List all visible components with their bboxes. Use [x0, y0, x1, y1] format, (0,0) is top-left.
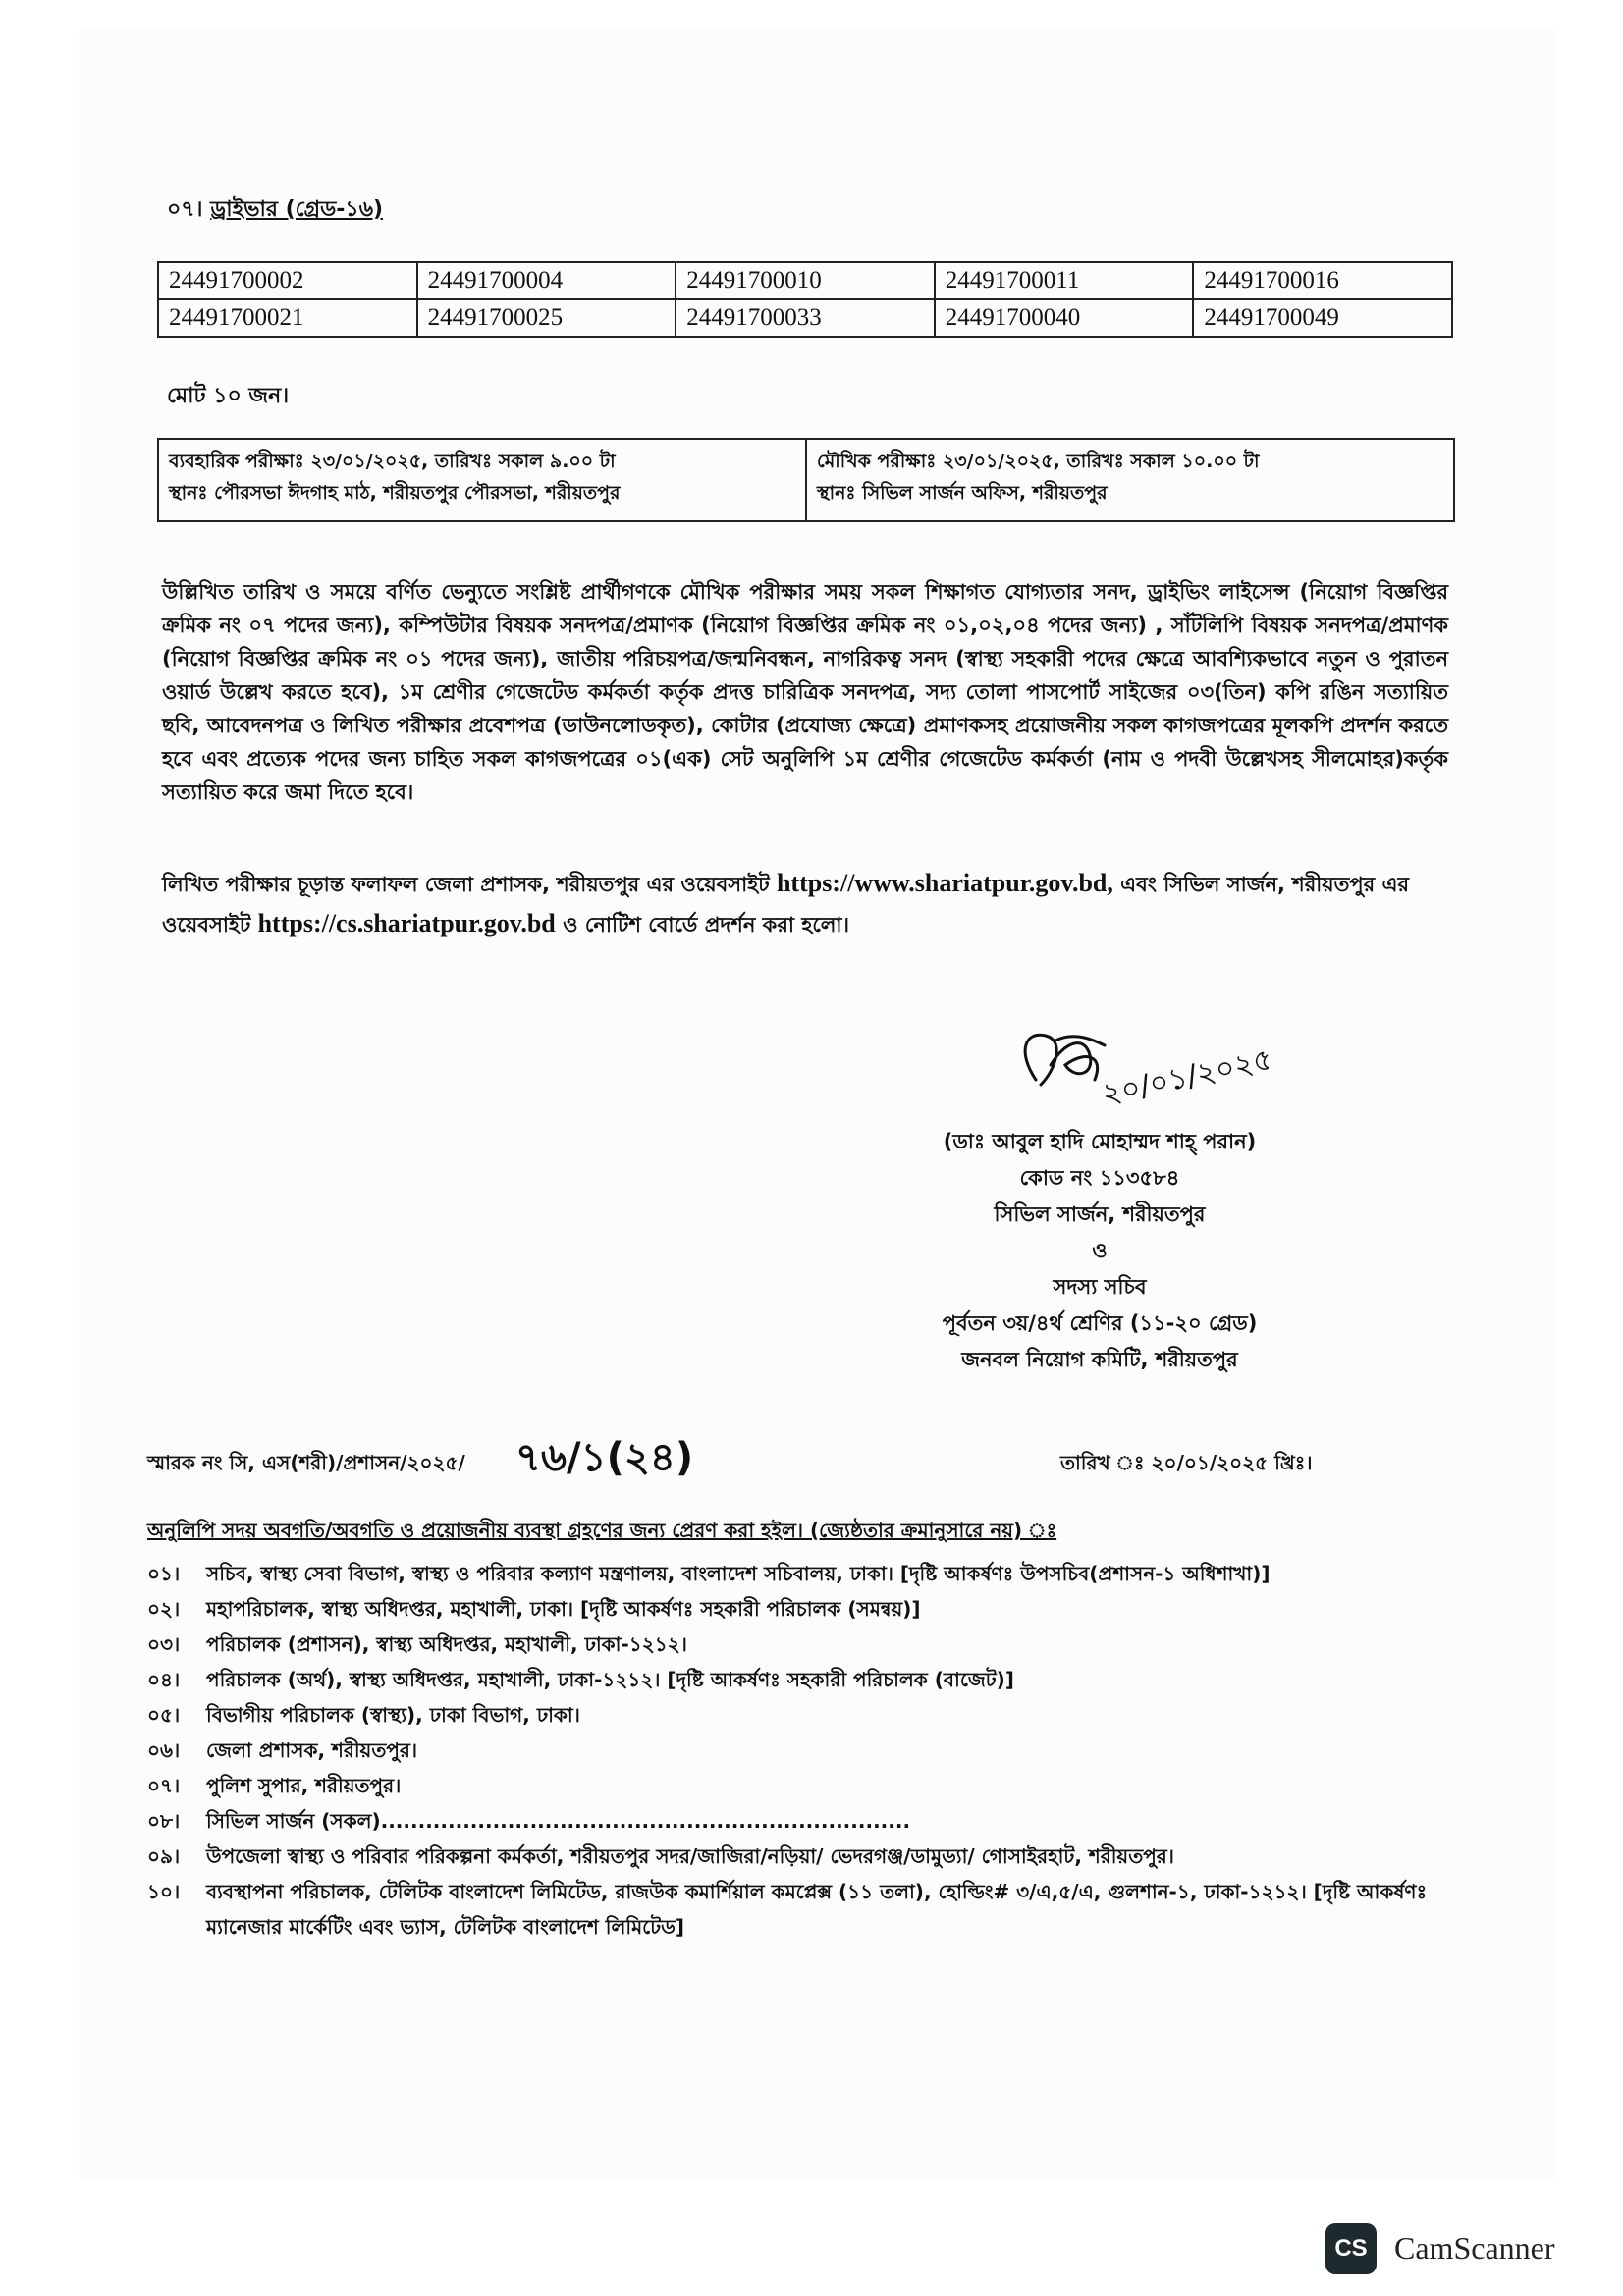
section-title [167, 192, 383, 229]
list-number: ০৫। [147, 1703, 181, 1727]
roll-number-table [157, 261, 1453, 338]
notice-text: এবং সিভিল সার্জন, শরীয়তপুর এর ওয়েবসাইট [162, 873, 1410, 936]
list-item [147, 1733, 1453, 1768]
roll-cell: 24491700010 [676, 262, 935, 299]
dc-website-link[interactable]: https://www.shariatpur.gov.bd, [776, 869, 1113, 897]
list-number: ০২। [147, 1597, 181, 1621]
memo-handwritten-text: ৭৬/১(২৪) [515, 1435, 694, 1480]
instructions-paragraph: উল্লিখিত তারিখ ও সময়ে বর্ণিত ভেন্যুতে সংশ্লিষ্ট প্রার্থীগণকে মৌখিক পরীক্ষার সময় সকল শিক্ষাগত যোগ্যতার সনদ, ড্রাইভিং লাইসেন্স (নিয়োগ বিজ্ঞপ্তির ক্রমিক নং ০৭ পদের জন্য), কম্পিউটার বিষয়ক সনদপত্র/প্রমাণক (নিয়োগ বিজ্ঞপ্তির ক্রমিক নং ০১,০২,০৪ পদের জন্য) , সাঁটলিপি বিষয়ক সনদপত্র/প্রমাণক (নিয়োগ বিজ্ঞপ্তির ক্রমিক নং ০১ পদের জন্য), জাতীয় পরিচয়পত্র/জন্মনিবন্ধন, নাগরিকত্ব সনদ (স্বাস্থ্য সহকারী পদের ক্ষেত্রে আবশ্যিকভাবে নতুন ও পুরাতন ওয়ার্ড উল্লেখ করতে হবে), ১ম শ্রেণীর গেজেটেড কর্মকর্তা কর্তৃক প্রদত্ত চারিত্রিক সনদপত্র, সদ্য তোলা পাসপোর্ট সাইজের ০৩(তিন) কপি রঙিন সত্যায়িত ছবি, আবেদনপত্র ও লিখিত পরীক্ষার প্রবেশপত্র (ডাউনলোডকৃত), কোটার (প্রযোজ্য ক্ষেত্রে) প্রমাণকসহ প্রয়োজনীয় সকল কাগজপত্রের মূলকপি প্রদর্শন করতে হবে এবং প্রত্যেক পদের জন্য চাহিত সকল কাগজপত্রের ০১(এক) সেট অনুলিপি ১ম শ্রেণীর গেজেটেড কর্মকর্তা (নাম ও পদবী উল্লেখসহ সীলমোহর)কর্তৃক সত্যায়িত করে জমা দিতে হবে। [162, 580, 1448, 804]
list-number: ০৯। [147, 1844, 181, 1868]
list-item [147, 1803, 1453, 1839]
list-number: ০৮। [147, 1809, 181, 1833]
signatory-block [884, 1124, 1316, 1378]
viva-exam-time: মৌখিক পরীক্ষাঃ ২৩/০১/২০২৫, তারিখঃ সকাল ১০.০০ টা [817, 451, 1260, 472]
notice-text: ও নোটিশ বোর্ডে প্রদর্শন করা হলো। [555, 913, 850, 936]
memo-date: তারিখ ঃ ২০/০১/২০২৫ খ্রিঃ। [1060, 1451, 1313, 1474]
roll-cell: 24491700033 [676, 299, 935, 337]
signatory-and: ও [1092, 1239, 1108, 1262]
viva-exam-cell [807, 440, 1453, 520]
list-text: বিভাগীয় পরিচালক (স্বাস্থ্য), ঢাকা বিভাগ, ঢাকা। [206, 1703, 580, 1727]
roll-cell: 24491700025 [417, 299, 676, 337]
list-item [147, 1662, 1453, 1697]
camscanner-watermark-text: CamScanner [1394, 2230, 1555, 2266]
copy-distribution-heading: অনুলিপি সদয় অবগতি/অবগতি ও প্রয়োজনীয় ব্যবস্থা গ্রহণের জন্য প্রেরণ করা হইল। (জ্যেষ্ঠতার ক্রমানুসারে নয়) ঃ [147, 1519, 1057, 1542]
practical-exam-time: ব্যবহারিক পরীক্ষাঃ ২৩/০১/২০২৫, তারিখঃ সকাল ৯.০০ টা [169, 451, 616, 472]
list-item [147, 1556, 1453, 1591]
handwritten-memo-number [506, 1421, 741, 1490]
list-item [147, 1768, 1453, 1803]
list-text: জেলা প্রশাসক, শরীয়তপুর। [206, 1738, 418, 1762]
memo-number: স্মারক নং সি, এস(শরী)/প্রশাসন/২০২৫/ [147, 1451, 465, 1474]
committee-line-2: জনবল নিয়োগ কমিটি, শরীয়তপুর [961, 1348, 1238, 1371]
total-count: মোট ১০ জন। [167, 384, 290, 408]
signatory-code: কোড নং ১১৩৫৮৪ [1019, 1166, 1180, 1190]
list-item [147, 1839, 1453, 1874]
result-notice-paragraph [162, 864, 1448, 944]
list-number: ০৭। [147, 1774, 181, 1797]
table-row [158, 262, 1452, 299]
roll-cell: 24491700021 [158, 299, 417, 337]
list-text: পরিচালক (অর্থ), স্বাস্থ্য অধিদপ্তর, মহাখালী, ঢাকা-১২১২। [দৃষ্টি আকর্ষণঃ সহকারী পরিচালক (বাজেট)] [206, 1668, 1014, 1691]
signatory-title: সিভিল সার্জন, শরীয়তপুর [994, 1202, 1206, 1226]
list-text: পুলিশ সুপার, শরীয়তপুর। [206, 1774, 402, 1797]
list-item [147, 1874, 1453, 1945]
list-item [147, 1697, 1453, 1733]
roll-cell: 24491700004 [417, 262, 676, 299]
roll-cell: 24491700040 [935, 299, 1194, 337]
list-number: ০৩। [147, 1632, 181, 1656]
roll-cell: 24491700002 [158, 262, 417, 299]
signatory-role: সদস্য সচিব [1053, 1275, 1147, 1299]
exam-schedule-box [157, 438, 1455, 522]
signature-date: ২০/০১/২০২৫ [1099, 1041, 1276, 1112]
committee-line-1: পূর্বতন ৩য়/৪র্থ শ্রেণির (১১-২০ গ্রেড) [942, 1311, 1258, 1335]
practical-exam-cell [159, 440, 807, 520]
table-row [158, 299, 1452, 337]
list-number: ১০। [147, 1880, 181, 1903]
notice-text: লিখিত পরীক্ষার চূড়ান্ত ফলাফল জেলা প্রশাসক, শরীয়তপুর এর ওয়েবসাইট [162, 873, 777, 896]
roll-cell: 24491700011 [935, 262, 1194, 299]
list-number: ০৪। [147, 1668, 181, 1691]
copy-distribution-list [147, 1556, 1453, 1945]
signatory-name: (ডাঃ আবুল হাদি মোহাম্মদ শাহ্‌ পরান) [943, 1130, 1257, 1153]
camscanner-logo: CS [1325, 2223, 1377, 2274]
section-heading: ড্রাইভার (গ্রেড-১৬) [210, 197, 384, 222]
roll-cell: 24491700016 [1193, 262, 1452, 299]
cs-website-link[interactable]: https://cs.shariatpur.gov.bd [257, 909, 556, 937]
list-text: মহাপরিচালক, স্বাস্থ্য অধিদপ্তর, মহাখালী, ঢাকা। [দৃষ্টি আকর্ষণঃ সহকারী পরিচালক (সমন্বয়)] [206, 1597, 921, 1621]
list-number: ০১। [147, 1562, 181, 1585]
list-item [147, 1627, 1453, 1662]
list-text: সিভিল সার্জন (সকল)....................................................................... [206, 1809, 911, 1833]
handwritten-signature [997, 1011, 1301, 1119]
list-text: উপজেলা স্বাস্থ্য ও পরিবার পরিকল্পনা কর্মকর্তা, শরীয়তপুর সদর/জাজিরা/নড়িয়া/ ভেদরগঞ্জ/ডামুড্যা/ গোসাইরহাট, শরীয়তপুর। [206, 1844, 1174, 1868]
practical-exam-venue: স্থানঃ পৌরসভা ঈদগাহ মাঠ, শরীয়তপুর পৌরসভা, শরীয়তপুর [169, 482, 621, 504]
section-number: ০৭। [167, 197, 211, 222]
list-text: সচিব, স্বাস্থ্য সেবা বিভাগ, স্বাস্থ্য ও পরিবার কল্যাণ মন্ত্রণালয়, বাংলাদেশ সচিবালয়, ঢাকা। [দৃষ্টি আকর্ষণঃ উপসচিব(প্রশাসন-১ অধিশাখা)] [206, 1562, 1271, 1585]
list-item [147, 1591, 1453, 1627]
roll-cell: 24491700049 [1193, 299, 1452, 337]
list-text: ব্যবস্থাপনা পরিচালক, টেলিটক বাংলাদেশ লিমিটেড, রাজউক কমার্শিয়াল কমপ্লেক্স (১১ তলা), হোল্ডিং# ৩/এ,৫/এ, গুলশান-১, ঢাকা-১২১২। [দৃষ্টি আকর্ষণঃ ম্যানেজার মার্কেটিং এবং ভ্যাস, টেলিটক বাংলাদেশ লিমিটেড] [206, 1880, 1428, 1939]
list-text: পরিচালক (প্রশাসন), স্বাস্থ্য অধিদপ্তর, মহাখালী, ঢাকা-১২১২। [206, 1632, 687, 1656]
viva-exam-venue: স্থানঃ সিভিল সার্জন অফিস, শরীয়তপুর [817, 482, 1108, 504]
list-number: ০৬। [147, 1738, 181, 1762]
